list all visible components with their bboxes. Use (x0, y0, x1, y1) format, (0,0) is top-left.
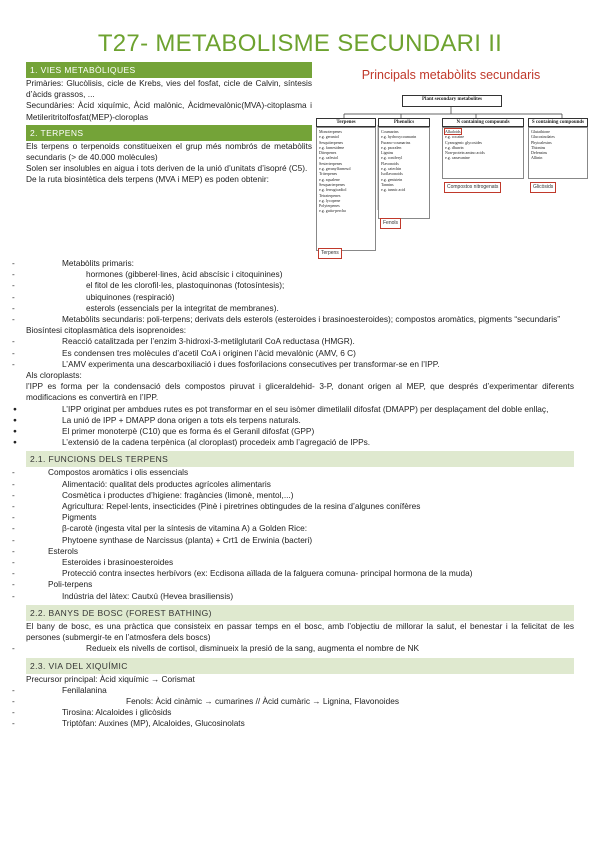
banys-item: - Redueix els nivells de cortisol, disminueix la presió de la sang, augmenta el nombre de NK (26, 643, 574, 654)
diagram-item: Flavonoids (381, 160, 399, 166)
diagram-item: Furano-coumarins (381, 139, 411, 145)
diagram-item: e.g. cocaine (445, 134, 464, 140)
diagram-column-header-label: Terpenes (336, 120, 356, 125)
ipp-bullet: ● L’IPP originat per ambdues rutes es pot transformar en el seu isòmer dimetilalil difosfat (DMAPP) per desplaçament del doble enllaç, (26, 404, 574, 415)
diagram-column-header (316, 118, 376, 127)
chloroplast-text: l’IPP es forma per la condensació dels compostos piruvat i gliceraldehid- 3-P, donant origen al MEP, que després d’experimentar diferents modificacions es convertirà en l’IPP. (26, 381, 574, 403)
diagram-column-list (442, 127, 524, 179)
diagram-item: Non-protein amino acids (445, 150, 485, 156)
diagram-column-label: Terpens (318, 248, 342, 259)
esterols-label: - Esterols (26, 546, 574, 557)
diagram-column-header-label: N containing compounds (456, 120, 510, 125)
secondary-metabolites-diagram (316, 62, 586, 272)
aromatics-list (26, 479, 574, 546)
poli-label: - Poli-terpens (26, 579, 574, 590)
diagram-item: e.g. geranylfarnesol (319, 166, 351, 172)
terpens-ruta: De la ruta biosintètica dels terpens (MVA i MEP) es poden obtenir: (26, 174, 269, 185)
diagram-item: e.g. lycopene (319, 197, 341, 203)
primary-metabolites-list (26, 269, 574, 314)
diagram-item: Coumarins (381, 129, 399, 134)
diagram-item: e.g. geraniol (319, 134, 339, 140)
diagram-item: e.g. tannic acid (381, 187, 406, 193)
diagram-column-label: Glicòsids (530, 182, 556, 193)
poli-list (26, 591, 574, 602)
esterols-list (26, 557, 574, 579)
diagram-column-header-label: Phenolics (393, 120, 415, 125)
diagram-item: e.g. catechin (381, 166, 402, 172)
fenilalanina-item: - Fenilalanina (26, 685, 574, 696)
ipp-bullets (26, 404, 574, 449)
diagram-column-header (442, 118, 524, 127)
fenols-item: - Fenols: Àcid cinàmic → cumarines // Àcid cumàric → Lignina, Flavonoides (26, 696, 574, 707)
chloroplast-label: Als cloroplasts: (26, 370, 82, 381)
aromatics-item: - Phytoene synthase de Narcissus (planta) + Crt1 de Erwinia (bacteri) (26, 535, 574, 546)
diagram-item: Glucosinolates (531, 134, 555, 140)
diagram-item: Triterpenes (319, 171, 338, 177)
diagram-item: Phytoalexins (531, 139, 552, 145)
diagram-item: Sesquarterpenes (319, 181, 345, 187)
primary-metabolite-item: - ubiquinones (respiració) (26, 292, 574, 303)
aromatics-label: - Compostos aromàtics i olis essencials (26, 467, 574, 478)
diagram-item: e.g. hydroxycoumarin (381, 134, 417, 140)
tirosina-item: - Tirosina: Alcaloides i glicòsids (26, 707, 574, 718)
diagram-item: e.g. gutta-percha (319, 208, 346, 214)
page-title: T27- METABOLISME SECUNDARI II (97, 30, 503, 57)
diagram-item: Sesterterpenes (319, 160, 343, 166)
biosynth-step: - Es condensen tres molècules d’acetil CoA i originen l’àcid mevalònic (AMV, 6 C) (26, 348, 574, 359)
esterols-item: - Esteroides i brasinoesteroides (26, 557, 574, 568)
aromatics-item: - Agricultura: Repel·lents, insecticides (Pinè i piretrines obtingudes de la resina d’algunes conífères (26, 501, 574, 512)
diagram-column-list (378, 127, 430, 219)
diagram-item: Polyterpenes (319, 203, 340, 209)
diagram-item: e.g. genistein (381, 176, 403, 182)
diagram-item: e.g. psoralen (381, 144, 402, 150)
diagram-item: e.g. coniferyl (381, 155, 403, 161)
ipp-bullet: ● La unió de IPP + DMAPP dona origen a tots els terpens naturals. (26, 415, 574, 426)
section-heading-vies: 1. VIES METABÒLIQUES (26, 62, 312, 78)
triptofan-item: - Triptòfan: Auxines (MP), Alcaloides, Glucosinolats (26, 718, 574, 729)
section-heading-terpens: 2. TERPENS (26, 125, 312, 141)
aromatics-item: - Alimentació: qualitat dels productes agrícoles alimentaris (26, 479, 574, 490)
diagram-column-header (378, 118, 430, 127)
diagram-item: Cyanogenic glycosides (445, 139, 482, 145)
diagram-column-list (528, 127, 588, 179)
main-content (26, 258, 574, 730)
diagram-root-label: Plant secondary metabolites (422, 97, 482, 102)
diagram-column-label: Fenols (380, 218, 401, 229)
diagram-item: e.g. ferrugicadiol (319, 187, 347, 193)
diagram-item: Monoterpenes (319, 129, 342, 134)
primary-metabolites-label: - Metabòlits primaris: (26, 258, 574, 269)
diagram-item: Defensins (531, 150, 547, 156)
diagram-root-box (402, 95, 502, 107)
esterols-item: - Protecció contra insectes herbívors (ex: Ecdisona aïllada de la falguera comuna- principal hormona de la muda) (26, 568, 574, 579)
aromatics-item: - Pigments (26, 512, 574, 523)
primary-metabolite-item: - el fitol de les clorofil·les, plastoquinonas (fotosíntesis); (26, 280, 574, 291)
ipp-bullet: ● L’extensió de la cadena terpènica (al cloroplast) procedeix amb l’agregació de IPPs. (26, 437, 574, 448)
diagram-column-label: Compostos nitrogenats (444, 182, 501, 193)
diagram-item: e.g. farnesidene (319, 144, 345, 150)
diagram-item: Tetraterpenes (319, 192, 341, 198)
biosynth-label: Biosíntesi citoplasmàtica dels isoprenoides: (26, 325, 187, 336)
diagram-item: Diterpenes (319, 150, 337, 156)
ipp-bullet: ● El primer monoterpè (C10) que es forma és el Geranil difosfat (GPP) (26, 426, 574, 437)
diagram-item: Sesquiterpenes (319, 139, 343, 145)
diagram-item: Tannins (381, 181, 394, 187)
terpens-intro: Els terpens o terpenoids constitueixen el grup més nombrós de metabòlits secundaris (> de 40.000 molècules) (26, 140, 312, 163)
diagram-item: Alkaloids (445, 129, 461, 134)
section-heading-xiquimic: 2.3. VIA DEL XIQUÍMIC (26, 658, 574, 674)
poli-item: - Indústria del làtex: Cautxú (Hevea brasiliensis) (26, 591, 574, 602)
biosynth-step: - L’AMV experimenta una descarboxiliació i dues fosforilacions consecutives per transformar-se en l’IPP. (26, 359, 574, 370)
diagram-item: Isoflavonoids (381, 171, 403, 177)
section-heading-banys: 2.2. BANYS DE BOSC (FOREST BATHING) (26, 605, 574, 621)
diagram-item: e.g. cafestol (319, 155, 339, 161)
aromatics-item: - Cosmètica i productes d’higiene: fragàncies (limonè, mentol,...) (26, 490, 574, 501)
precursor-text: Precursor principal: Àcid xiquímic → Corismat (26, 673, 195, 684)
primaries-text: Primàries: Glucòlisis, cicle de Krebs, vies del fosfat, cicle de Calvin, síntesis d’àcids grassos, ... (26, 78, 312, 100)
primary-metabolite-item: - esterols (essencials per la integritat de membranes). (26, 303, 574, 314)
left-column (26, 62, 312, 186)
primary-metabolite-item: - hormones (gibberel·lines, àcid abscísic i citoquinines) (26, 269, 574, 280)
diagram-item: Glutathione (531, 129, 550, 134)
banys-text: El bany de bosc, es una pràctica que consisteix en passar temps en el bosc, amb l’objectiu de millorar la salut, el benestar i la felicitat de les persones (submergir-te en l’atmosfera dels boscs) (26, 620, 574, 643)
diagram-column-list (316, 127, 376, 251)
diagram-title: Principals metabòlits secundaris (361, 68, 541, 82)
aromatics-item: - β-carotè (ingesta vital per la síntesis de vitamina A) a Golden Rice: (26, 523, 574, 534)
diagram-item: e.g. dhurrin (445, 144, 464, 150)
secundaries-text: Secundàries: Àcid xiquímic, Àcid malònic, Àcidmevalònic(MVA)-citoplasma i Metileritritolfosfat(MEP)-cloroplas (26, 100, 312, 122)
secondary-metabolites-item: - Metabòlits secundaris: poli-terpens; derivats dels esterols (esteroides i brasinoesteroides); compostos aromàtics, pigments “secundaris” (26, 314, 574, 325)
biosynth-list (26, 336, 574, 370)
diagram-column-header (528, 118, 588, 127)
diagram-item: Lignins (381, 150, 394, 156)
terpens-insoluble: Solen ser insolubles en aigua i tots deriven de la unió d’unitats d’isopré (C5). (26, 163, 308, 174)
diagram-item: Thionins (531, 144, 546, 150)
diagram-column-header-label: S containing compounds (531, 120, 585, 125)
biosynth-step: - Reacció catalitzada per l’enzim 3-hidroxi-3-metilglutaril CoA reductasa (HMGR). (26, 336, 574, 347)
diagram-item: e.g. canavanine (445, 155, 470, 161)
diagram-item: Allinin (531, 155, 543, 161)
diagram-item: e.g. squalene (319, 176, 340, 182)
section-heading-funcions: 2.1. FUNCIONS DELS TERPENS (26, 451, 574, 467)
